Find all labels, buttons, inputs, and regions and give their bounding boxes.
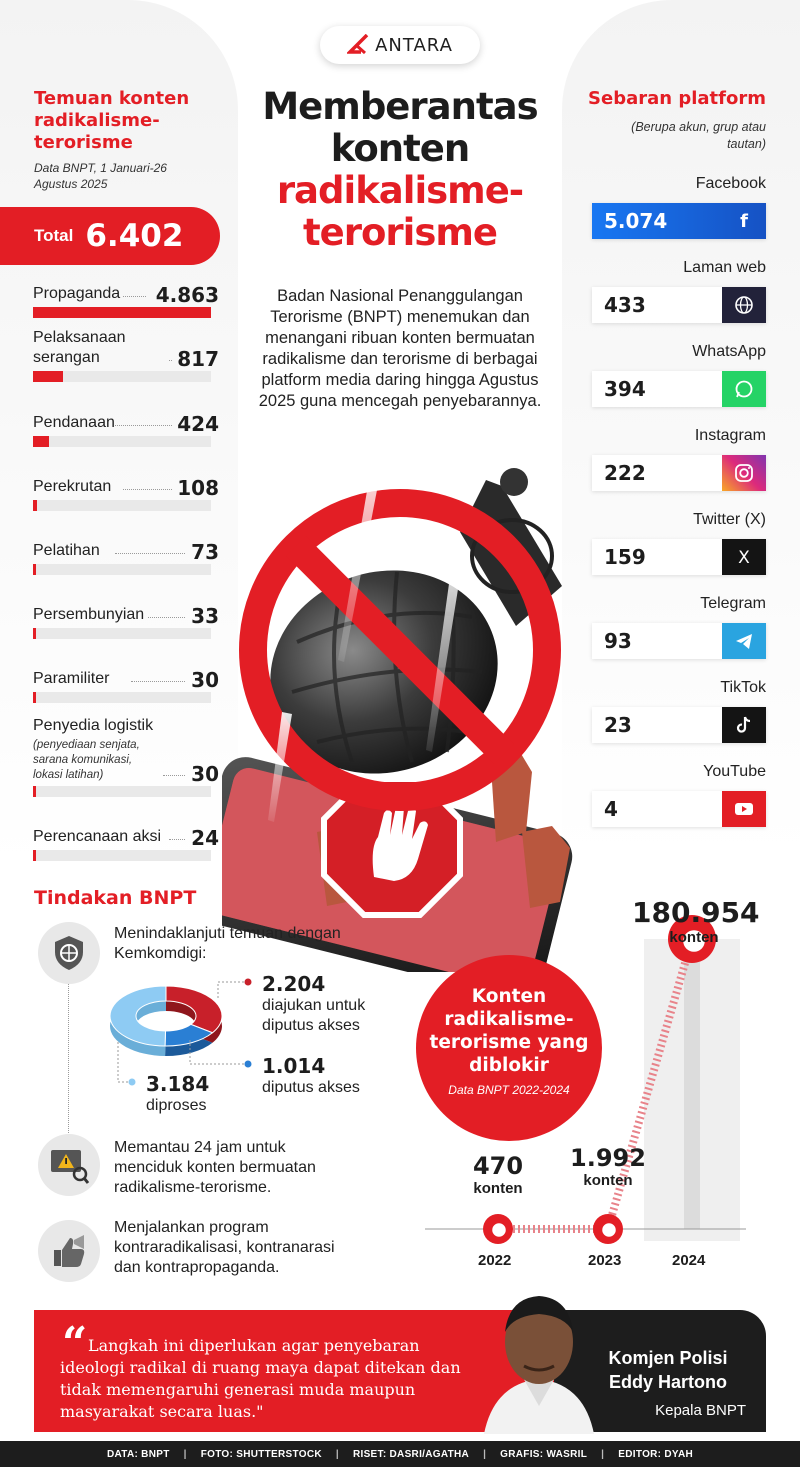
- facebook-icon: [722, 203, 766, 239]
- credit-data: DATA: BNPT: [106, 1448, 170, 1460]
- title-line-2: konten: [330, 127, 470, 170]
- actions-title: Tindakan BNPT: [34, 887, 197, 909]
- donut-legend-label: diajukan untuk diputus akses: [262, 997, 366, 1034]
- svg-text:X: X: [738, 548, 750, 568]
- platform-name: Telegram: [700, 595, 766, 612]
- blocked-title: Konten radikalisme-terorisme yang diblokir: [429, 986, 589, 1076]
- donut-leader-lines: [0, 0, 300, 1100]
- platform-row: [592, 595, 766, 669]
- monitor-warning-icon: [38, 1134, 100, 1196]
- trend-value-unit: konten: [473, 1180, 523, 1197]
- platform-bar: [592, 371, 766, 407]
- findings-value: 108: [177, 476, 219, 500]
- trend-column: [684, 939, 700, 1229]
- antara-logo: [320, 26, 480, 64]
- trend-value-label: [632, 896, 760, 946]
- platform-row: [592, 763, 766, 837]
- title-line-4: terorisme: [302, 211, 498, 254]
- instagram-icon: [722, 455, 766, 491]
- action-1-text: Menindaklanjuti temuan dengan Kemkomdigi:: [114, 925, 341, 962]
- trend-year-label: 2023: [588, 1252, 622, 1269]
- platform-bar: [592, 203, 766, 239]
- action-2-text: Memantau 24 jam untuk menciduk konten bermuatan radikalisme-terorisme.: [114, 1139, 316, 1196]
- findings-source: Data BNPT, 1 Januari-26 Agustus 2025: [34, 161, 167, 191]
- findings-value: 30: [191, 668, 219, 692]
- findings-category: Pelatihan: [33, 542, 100, 559]
- findings-category: Penyedia logistik: [33, 717, 154, 734]
- speaker-role: Kepala BNPT: [655, 1402, 746, 1419]
- findings-category: Pelaksanaan serangan: [33, 329, 126, 366]
- findings-value: 33: [191, 604, 219, 628]
- findings-value: 73: [191, 540, 219, 564]
- credit-photo: FOTO: SHUTTERSTOCK: [200, 1448, 322, 1460]
- platform-name: Facebook: [695, 175, 766, 192]
- platforms-subtitle: (Berupa akun, grup atau tautan): [631, 120, 766, 151]
- antara-logo-icon: [347, 34, 371, 56]
- trend-point-center: [492, 1223, 506, 1237]
- blocked-source: Data BNPT 2022-2024: [448, 1083, 570, 1097]
- donut-legend-label: diproses: [146, 1097, 207, 1114]
- findings-value: 424: [177, 412, 219, 436]
- trend-value: 1.992: [570, 1144, 646, 1172]
- trend-value-unit: konten: [583, 1172, 633, 1189]
- findings-category: Propaganda: [33, 285, 121, 302]
- platform-name: Instagram: [694, 427, 766, 444]
- credit-research: RISET: DASRI/AGATHA: [352, 1448, 470, 1460]
- findings-category: Paramiliter: [33, 670, 110, 687]
- platform-row: [592, 259, 766, 333]
- platform-row: [592, 343, 766, 417]
- platform-name: Twitter (X): [693, 511, 766, 528]
- findings-category: Perencanaan aksi: [33, 828, 162, 845]
- total-label: Total: [34, 226, 74, 245]
- action-3-text: Menjalankan program kontraradikalisasi, kontranarasi dan kontrapropaganda.: [114, 1219, 335, 1276]
- platform-value: 5.074: [604, 209, 668, 233]
- telegram-icon: [722, 623, 766, 659]
- platform-value: 23: [604, 713, 632, 737]
- svg-text:f: f: [740, 211, 748, 232]
- platform-row: [592, 427, 766, 501]
- credit-editor: EDITOR: DYAH: [618, 1448, 693, 1460]
- donut-legend-value: 3.184: [146, 1072, 210, 1096]
- platform-bar: [592, 707, 766, 743]
- platforms-title: Sebaran platform: [588, 88, 766, 109]
- credit-separator: |: [483, 1448, 487, 1460]
- credit-separator: |: [183, 1448, 187, 1460]
- quote-text: Langkah ini diperlukan agar penyebaran ideologi radikal di ruang maya dapat ditekan dan tidak memengaruhi generasi muda maupun masyarakat secara luas.": [60, 1336, 461, 1421]
- tiktok-icon: [722, 707, 766, 743]
- findings-category: Perekrutan: [33, 478, 112, 495]
- whatsapp-icon: [722, 371, 766, 407]
- speaker-portrait: [474, 1284, 604, 1434]
- findings-category: Persembunyian: [33, 606, 145, 623]
- platform-value: 222: [604, 461, 646, 485]
- speaker-name: Komjen Polisi Eddy Hartono: [608, 1348, 728, 1392]
- platform-value: 394: [604, 377, 646, 401]
- blocked-trend-chart: [420, 900, 780, 1260]
- findings-value: 817: [177, 347, 219, 371]
- platform-bar: [592, 287, 766, 323]
- youtube-icon: [722, 791, 766, 827]
- platform-value: 159: [604, 545, 646, 569]
- thumbs-up-megaphone-icon: [38, 1220, 100, 1282]
- platform-row: [592, 175, 766, 249]
- platform-name: WhatsApp: [692, 343, 766, 360]
- platform-value: 93: [604, 629, 632, 653]
- quote-mark-icon: “: [62, 1318, 88, 1369]
- platform-name: YouTube: [703, 763, 766, 780]
- antara-logo-text: ANTARA: [375, 34, 453, 56]
- credit-separator: |: [335, 1448, 339, 1460]
- platform-bar: [592, 791, 766, 827]
- platform-row: [592, 679, 766, 753]
- findings-value: 4.863: [155, 283, 219, 307]
- platform-bar: [592, 623, 766, 659]
- trend-value: 470: [472, 1152, 524, 1180]
- trend-point-center: [602, 1223, 616, 1237]
- platform-value: 433: [604, 293, 646, 317]
- trend-value: 180.954: [632, 896, 760, 929]
- findings-title: Temuan konten radikalisme-terorisme: [34, 88, 190, 153]
- trend-value-label: [458, 1152, 538, 1197]
- title-line-1: Memberantas: [262, 85, 538, 128]
- platform-bar: [592, 539, 766, 575]
- platform-row: [592, 511, 766, 585]
- findings-category-note: (penyediaan senjata, sarana komunikasi, lokasi latihan): [33, 739, 140, 781]
- title-line-3: radikalisme-: [276, 169, 524, 212]
- credit-graphics: GRAFIS: WASRIL: [500, 1448, 588, 1460]
- donut-legend-value: 2.204: [262, 972, 326, 996]
- platform-name: Laman web: [683, 259, 766, 276]
- trend-value-unit: konten: [669, 929, 719, 946]
- platform-name: TikTok: [720, 679, 766, 696]
- findings-value: 30: [191, 762, 219, 786]
- x-icon: [722, 539, 766, 575]
- donut-legend-label: diputus akses: [262, 1079, 360, 1096]
- trend-year-label: 2022: [478, 1252, 512, 1269]
- credit-separator: |: [601, 1448, 605, 1460]
- platform-bar: [592, 455, 766, 491]
- platform-value: 4: [604, 797, 618, 821]
- globe-icon: [722, 287, 766, 323]
- trend-year-label: 2024: [672, 1252, 706, 1269]
- donut-legend-value: 1.014: [262, 1054, 326, 1078]
- findings-category: Pendanaan: [33, 414, 115, 431]
- trend-value-label: [566, 1144, 650, 1189]
- total-value: 6.402: [85, 218, 184, 254]
- findings-value: 24: [191, 826, 219, 850]
- credits-footer: [0, 1441, 800, 1467]
- intro-paragraph: Badan Nasional Penanggulangan Terorisme (BNPT) menemukan dan menangani ribuan konten bermuatan radikalisme dan terorisme di berbagai platform media daring hingga Agustus 2025 guna mencegah penyebarannya.: [258, 287, 542, 410]
